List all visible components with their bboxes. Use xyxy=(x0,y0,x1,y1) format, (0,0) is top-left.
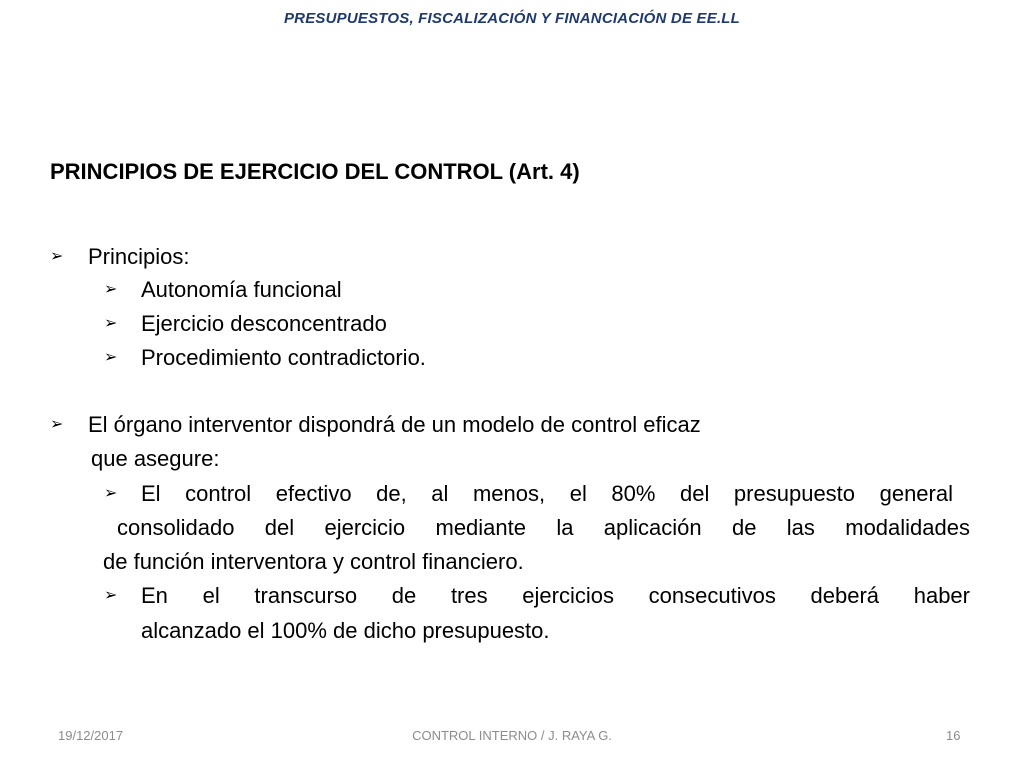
control-text-line2: consolidado del ejercicio mediante la aplicación de las modalidades xyxy=(117,515,970,540)
transcurso-text-line1: En el transcurso de tres ejercicios consecutivos deberá haber xyxy=(141,583,970,608)
principle-item: Procedimiento contradictorio. xyxy=(141,345,426,370)
arrow-bullet-icon: ➢ xyxy=(104,587,118,604)
footer-center-text: CONTROL INTERNO / J. RAYA G. xyxy=(412,728,612,743)
transcurso-text-line2: alcanzado el 100% de dicho presupuesto. xyxy=(141,618,550,643)
organ-text-line2: que asegure: xyxy=(91,446,220,471)
arrow-bullet-icon: ➢ xyxy=(104,485,118,502)
slide-heading: PRINCIPIOS DE EJERCICIO DEL CONTROL (Art. 4) xyxy=(50,159,580,184)
arrow-bullet-icon: ➢ xyxy=(104,281,118,298)
footer-date: 19/12/2017 xyxy=(58,728,124,743)
arrow-bullet-icon: ➢ xyxy=(104,349,118,366)
slide-header-title: PRESUPUESTOS, FISCALIZACIÓN Y FINANCIACIÓN DE EE.LL xyxy=(283,10,741,27)
control-text-line3: de función interventora y control financiero. xyxy=(103,549,524,574)
principles-label: Principios: xyxy=(88,244,190,269)
organ-text-line1: El órgano interventor dispondrá de un modelo de control eficaz xyxy=(88,412,701,437)
page-number: 16 xyxy=(946,728,961,743)
arrow-bullet-icon: ➢ xyxy=(50,416,64,433)
arrow-bullet-icon: ➢ xyxy=(50,248,64,265)
principle-item: Ejercicio desconcentrado xyxy=(141,311,387,336)
control-text-line1: El control efectivo de, al menos, el 80% del presupuesto general xyxy=(141,481,953,506)
arrow-bullet-icon: ➢ xyxy=(104,315,118,332)
principle-item: Autonomía funcional xyxy=(141,277,342,302)
